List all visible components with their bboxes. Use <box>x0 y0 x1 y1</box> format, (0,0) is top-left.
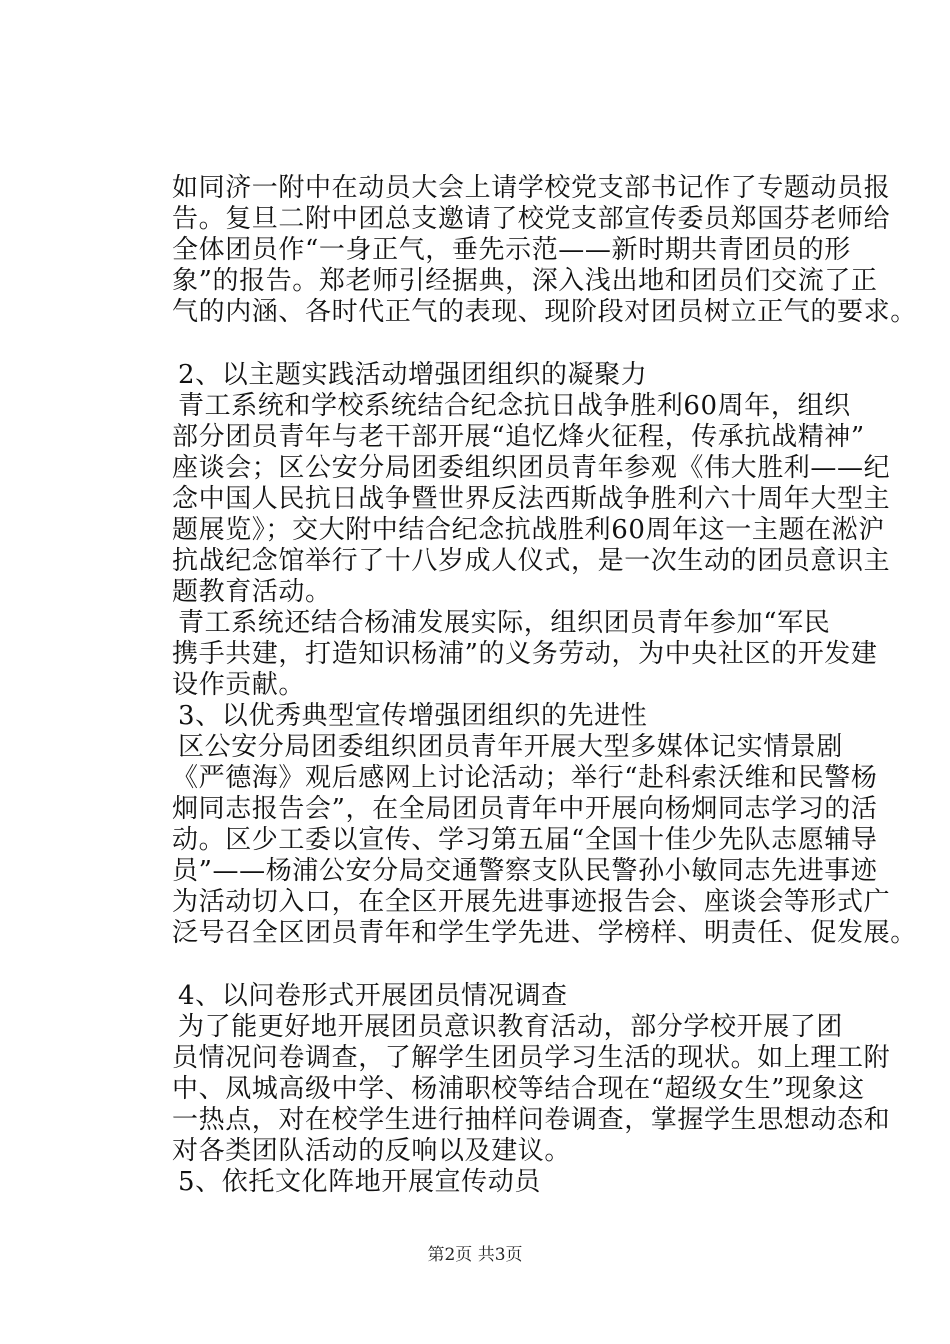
section-heading-4: 4、以问卷形式开展团员情况调查 <box>178 981 568 1011</box>
text-line: 全体团员作“一身正气，垂先示范——新时期共青团员的形 <box>172 235 851 265</box>
text-line: 泛号召全区团员青年和学生学先进、学榜样、明责任、促发展。 <box>172 918 917 948</box>
text-line: 座谈会；区公安分局团委组织团员青年参观《伟大胜利——纪 <box>172 453 891 483</box>
text-line: 员”——杨浦公安分局交通警察支队民警孙小敏同志先进事迹 <box>172 856 878 886</box>
paragraph-2a <box>172 391 891 608</box>
page-number-footer: 第2页 共3页 <box>427 1245 523 1265</box>
text-line: 题展览》；交大附中结合纪念抗战胜利60周年这一主题在淞沪 <box>172 515 885 545</box>
text-line: 抗战纪念馆举行了十八岁成人仪式，是一次生动的团员意识主 <box>172 546 891 576</box>
text-line: 题教育活动。 <box>172 577 332 607</box>
text-line: 象”的报告。郑老师引经据典，深入浅出地和团员们交流了正 <box>172 266 878 296</box>
text-line: 青工系统还结合杨浦发展实际，组织团员青年参加“军民 <box>178 608 831 638</box>
document-body <box>172 173 917 1198</box>
text-line: 为了能更好地开展团员意识教育活动，部分学校开展了团 <box>178 1012 844 1042</box>
section-heading-5: 5、依托文化阵地开展宣传动员 <box>178 1167 541 1197</box>
text-line: 部分团员青年与老干部开展“追忆烽火征程，传承抗战精神” <box>172 422 865 452</box>
text-line: 设作贡献。 <box>172 670 306 700</box>
text-line: 气的内涵、各时代正气的表现、现阶段对团员树立正气的要求。 <box>172 297 917 327</box>
paragraph-spacer <box>172 949 852 981</box>
text-line: 区公安分局团委组织团员青年开展大型多媒体记实情景剧 <box>178 732 844 762</box>
paragraph-intro <box>172 173 917 328</box>
text-line: 青工系统和学校系统结合纪念抗日战争胜利60周年，组织 <box>178 391 851 421</box>
paragraph-spacer <box>172 328 852 360</box>
paragraph-2b <box>172 608 878 701</box>
paragraph-4 <box>172 1012 891 1167</box>
section-heading-2: 2、以主题实践活动增强团组织的凝聚力 <box>178 360 648 390</box>
text-line: 炯同志报告会”，在全局团员青年中开展向杨炯同志学习的活 <box>172 794 878 824</box>
text-line: 对各类团队活动的反响以及建议。 <box>172 1136 572 1166</box>
text-line: 一热点，对在校学生进行抽样问卷调查，掌握学生思想动态和 <box>172 1105 891 1135</box>
text-line: 告。复旦二附中团总支邀请了校党支部宣传委员郑国芬老师给 <box>172 204 891 234</box>
text-line: 念中国人民抗日战争暨世界反法西斯战争胜利六十周年大型主 <box>172 484 891 514</box>
text-line: 中、凤城高级中学、杨浦职校等结合现在“超级女生”现象这 <box>172 1074 865 1104</box>
text-line: 如同济一附中在动员大会上请学校党支部书记作了专题动员报 <box>172 173 891 203</box>
text-line: 员情况问卷调查，了解学生团员学习生活的现状。如上理工附 <box>172 1043 891 1073</box>
paragraph-3 <box>172 732 917 949</box>
section-heading-3: 3、以优秀典型宣传增强团组织的先进性 <box>178 701 648 731</box>
text-line: 携手共建，打造知识杨浦”的义务劳动，为中央社区的开发建 <box>172 639 878 669</box>
text-line: 《严德海》观后感网上讨论活动；举行“赴科索沃维和民警杨 <box>172 763 878 793</box>
text-line: 动。区少工委以宣传、学习第五届“全国十佳少先队志愿辅导 <box>172 825 878 855</box>
text-line: 为活动切入口，在全区开展先进事迹报告会、座谈会等形式广 <box>172 887 891 917</box>
